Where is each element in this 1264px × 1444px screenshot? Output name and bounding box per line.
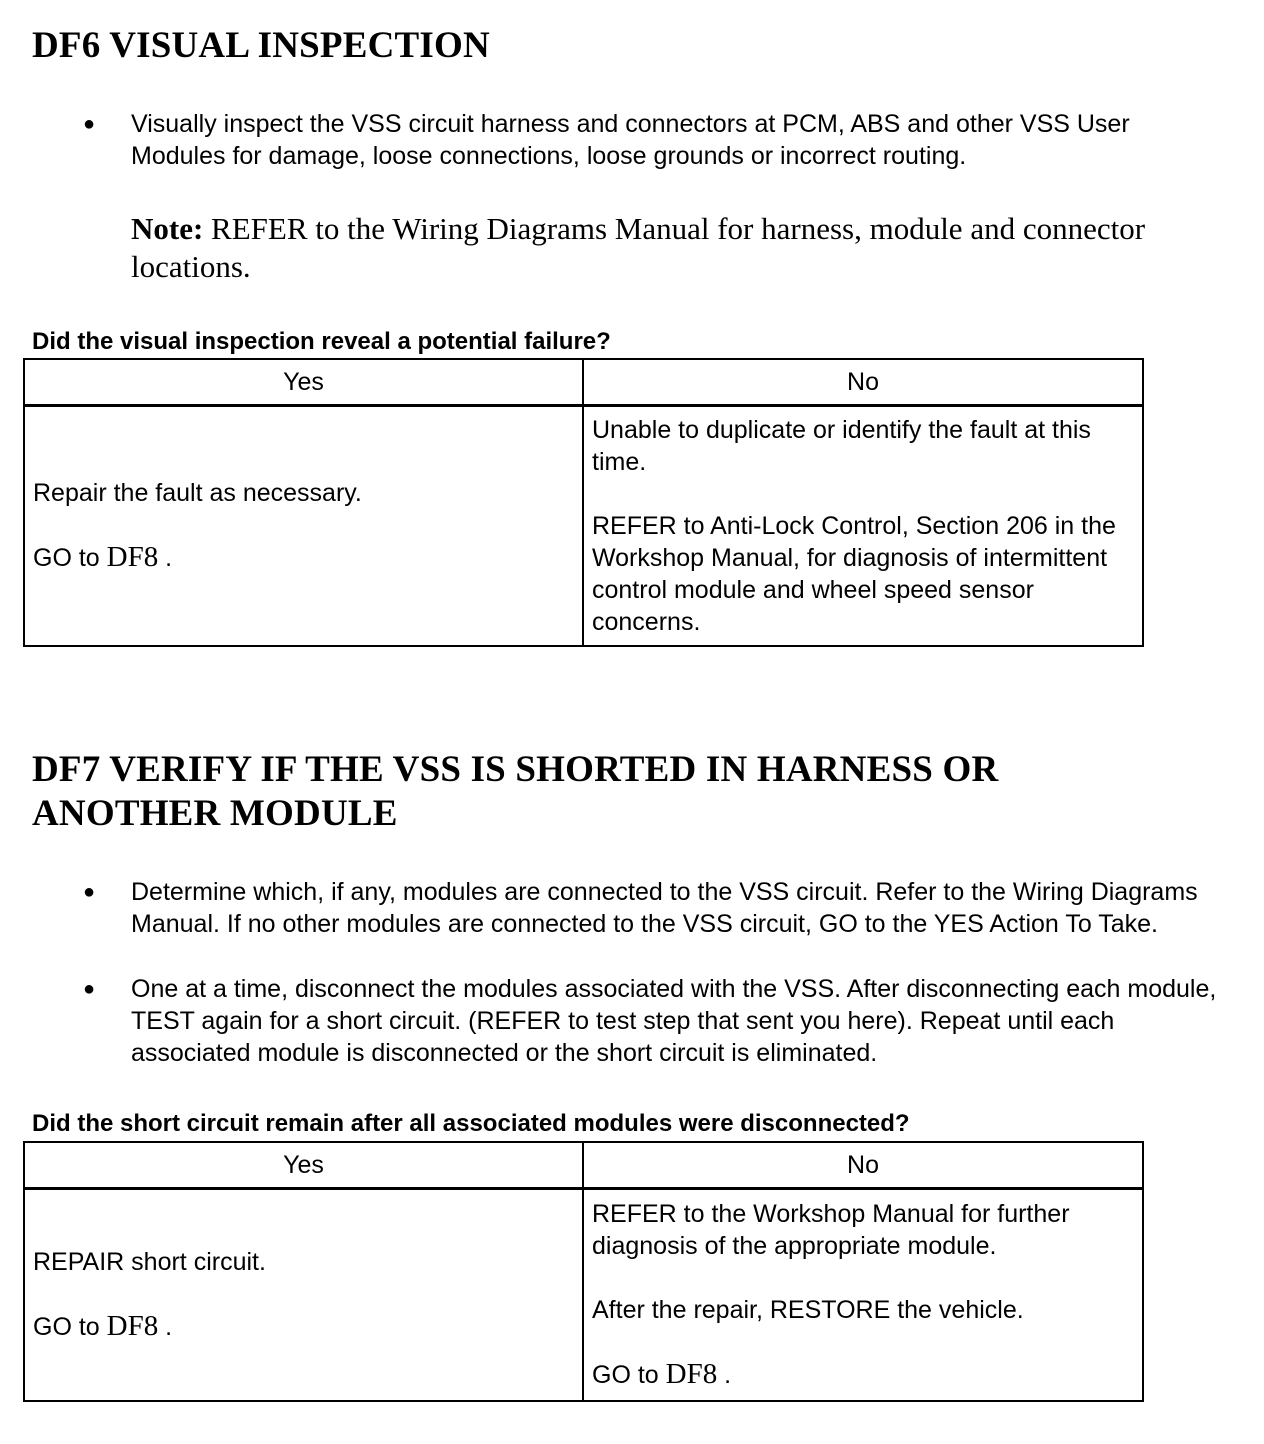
df6-bullet-1-text: Visually inspect the VSS circuit harness and connectors at PCM, ABS and other VSS User Modules for damage, loose connections, loose grounds or incorrect routing. bbox=[131, 110, 1130, 170]
goto-prefix: GO to bbox=[33, 544, 100, 573]
df7-no-header: No bbox=[583, 1142, 1143, 1189]
df6-yes-header: Yes bbox=[24, 359, 583, 406]
note-text: REFER to the Wiring Diagrams Manual for harness, module and connector locations. bbox=[131, 211, 1146, 284]
df7-action-table bbox=[23, 1141, 1144, 1402]
df6-no-header: No bbox=[583, 359, 1143, 406]
df6-no-para-1: Unable to duplicate or identify the fault at this time. bbox=[592, 415, 1091, 476]
df6-bullet-1 bbox=[83, 108, 1221, 172]
df7-heading-line-1: DF7 VERIFY IF THE VSS IS SHORTED IN HARNESS OR bbox=[32, 749, 999, 790]
bullet-dot: ● bbox=[83, 881, 96, 903]
df7-yes-action: REPAIR short circuit. bbox=[33, 1248, 266, 1277]
goto-suffix: . bbox=[165, 1313, 173, 1342]
goto-df8-link[interactable]: DF8 bbox=[665, 1358, 718, 1391]
df7-bullet-2 bbox=[83, 973, 1221, 1069]
df6-no-para-2: REFER to Anti-Lock Control, Section 206 in the Workshop Manual, for diagnosis of intermittent control module and wheel speed sensor concerns. bbox=[592, 511, 1116, 636]
bullet-dot: ● bbox=[83, 113, 96, 135]
df7-yes-header: Yes bbox=[24, 1142, 583, 1189]
df6-yes-cell bbox=[24, 406, 583, 646]
df7-bullet-2-text: One at a time, disconnect the modules associated with the VSS. After disconnecting each module, TEST again for a short circuit. (REFER to test step that sent you here). Repeat until each associated module is disconnected or the short circuit is eliminated. bbox=[131, 975, 1217, 1067]
goto-df8-link[interactable]: DF8 bbox=[106, 541, 159, 574]
bullet-dot: ● bbox=[83, 978, 96, 1000]
note-label: Note: bbox=[131, 211, 204, 246]
df7-heading-line-2: ANOTHER MODULE bbox=[32, 793, 398, 834]
df7-question: Did the short circuit remain after all associated modules were disconnected? bbox=[32, 1110, 910, 1137]
df6-yes-goto bbox=[33, 541, 574, 574]
df7-yes-cell bbox=[24, 1189, 583, 1401]
df7-no-para-1: REFER to the Workshop Manual for further diagnosis of the appropriate module. bbox=[592, 1200, 1070, 1261]
df6-heading: DF6 VISUAL INSPECTION bbox=[32, 25, 490, 66]
df6-no-cell bbox=[583, 406, 1143, 646]
goto-suffix: . bbox=[165, 544, 173, 573]
goto-suffix: . bbox=[724, 1361, 732, 1390]
goto-df8-link[interactable]: DF8 bbox=[106, 1310, 159, 1343]
goto-prefix: GO to bbox=[33, 1313, 100, 1342]
df6-yes-action: Repair the fault as necessary. bbox=[33, 479, 362, 508]
goto-prefix: GO to bbox=[592, 1361, 659, 1390]
df7-no-para-2: After the repair, RESTORE the vehicle. bbox=[592, 1296, 1024, 1325]
df7-no-cell bbox=[583, 1189, 1143, 1401]
df6-action-table bbox=[23, 358, 1144, 647]
df7-yes-goto bbox=[33, 1310, 574, 1343]
df7-no-goto bbox=[592, 1358, 1134, 1391]
df6-question: Did the visual inspection reveal a potential failure? bbox=[32, 328, 611, 355]
df7-bullet-1 bbox=[83, 876, 1221, 940]
df6-note bbox=[131, 210, 1241, 286]
df7-bullet-1-text: Determine which, if any, modules are connected to the VSS circuit. Refer to the Wiring Diagrams Manual. If no other modules are connected to the VSS circuit, GO to the YES Action To Take. bbox=[131, 878, 1198, 938]
df7-heading bbox=[32, 748, 998, 836]
